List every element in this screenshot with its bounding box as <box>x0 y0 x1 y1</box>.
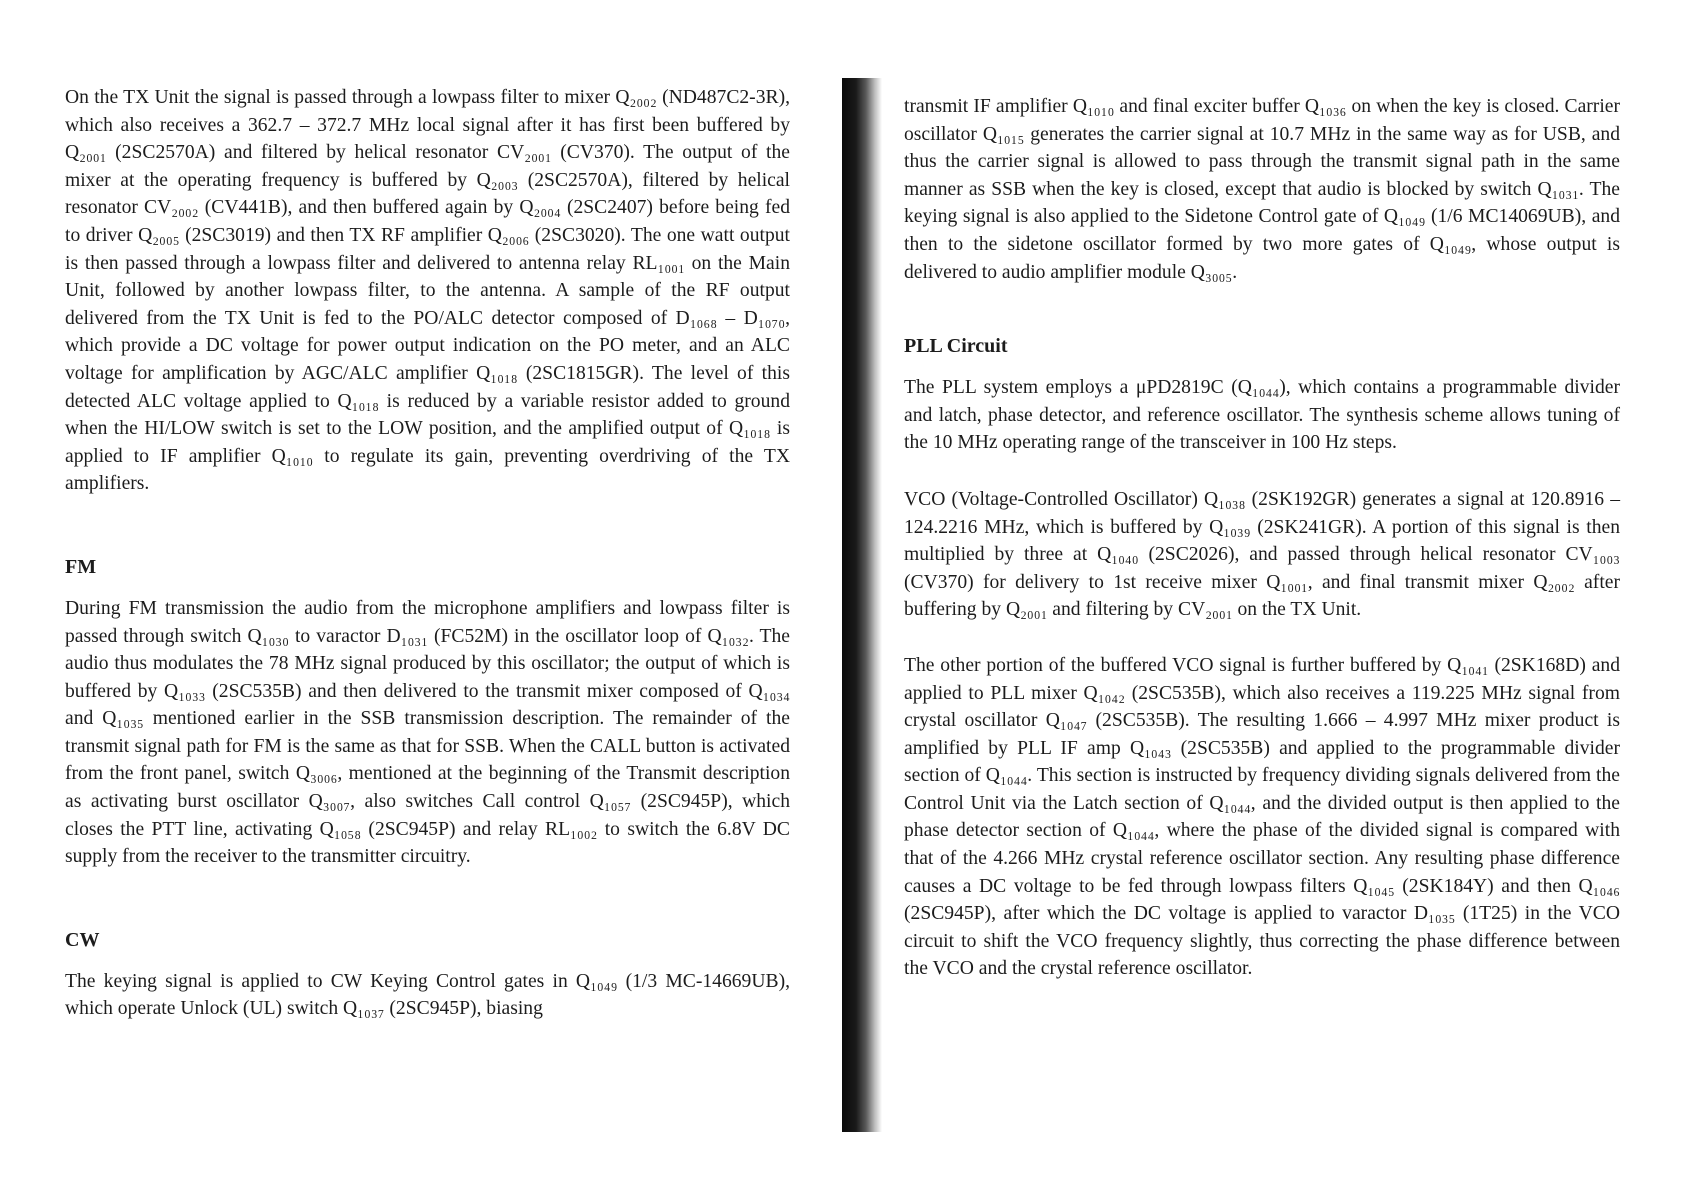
fm-paragraph: During FM transmission the audio from the microphone amplifiers and lowpass filter is passed through switch Q₁₀₃₀ to varactor D₁₀₃₁ (FC52M) in the oscillator loop of Q₁₀₃₂. The audio thus modulates the 78 MHz signal produced by this oscillator; the output of which is buffered by Q₁₀₃₃ (2SC535B) and then delivered to the transmit mixer composed of Q₁₀₃₄ and Q₁₀₃₅ mentioned earlier in the SSB transmission description. The remainder of the transmit signal path for FM is the same as that for SSB. When the CALL button is activated from the front panel, switch Q₃₀₀₆, mentioned at the beginning of the Transmit description as activating burst oscillator Q₃₀₀₇, also switches Call control Q₁₀₅₇ (2SC945P), which closes the PTT line, activating Q₁₀₅₈ (2SC945P) and relay RL₁₀₀₂ to switch the 6.8V DC supply from the receiver to the transmitter circuitry. <box>65 597 790 868</box>
right-text-column <box>904 93 1620 983</box>
book-spine-shadow <box>842 78 882 1132</box>
left-text-column <box>65 84 790 1023</box>
cw-continued-paragraph: transmit IF amplifier Q₁₀₁₀ and final exciter buffer Q₁₀₃₆ on when the key is closed. Carrier oscillator Q₁₀₁₅ generates the carrier signal at 10.7 MHz in the same way as for USB, and thus the carrier signal is allowed to pass through the transmit signal path in the same manner as SSB when the key is closed, except that audio is blocked by switch Q₁₀₃₁. The keying signal is also applied to the Sidetone Control gate of Q₁₀₄₉ (1/6 MC14069UB), and then to the sidetone oscillator formed by two more gates of Q₁₀₄₉, whose output is delivered to audio amplifier module Q₃₀₀₅. <box>904 96 1620 283</box>
pll-system-paragraph: The PLL system employs a μPD2819C (Q₁₀₄₄), which contains a programmable divider and latch, phase detector, and reference oscillator. The synthesis scheme allows tuning of the 10 MHz operating range of the transceiver in 100 Hz steps. <box>904 377 1620 454</box>
tx-unit-paragraph: On the TX Unit the signal is passed through a lowpass filter to mixer Q₂₀₀₂ (ND487C2-3R), which also receives a 362.7 – 372.7 MHz local signal after it has first been buffered by Q₂₀₀₁ (2SC2570A) and filtered by helical resonator CV₂₀₀₁ (CV370). The output of the mixer at the operating frequency is buffered by Q₂₀₀₃ (2SC2570A), filtered by helical resonator CV₂₀₀₂ (CV441B), and then buffered again by Q₂₀₀₄ (2SC2407) before being fed to driver Q₂₀₀₅ (2SC3019) and then TX RF amplifier Q₂₀₀₆ (2SC3020). The one watt output is then passed through a lowpass filter and delivered to antenna relay RL₁₀₀₁ on the Main Unit, followed by another lowpass filter, to the antenna. A sample of the RF output delivered from the TX Unit is fed to the PO/ALC detector composed of D₁₀₆₈ – D₁₀₇₀, which provide a DC voltage for power output indication on the PO meter, and an ALC voltage for amplification by AGC/ALC amplifier Q₁₀₁₈ (2SC1815GR). The level of this detected ALC voltage applied to Q₁₀₁₈ is reduced by a variable resistor added to ground when the HI/LOW switch is set to the LOW position, and the amplified output of Q₁₀₁₈ is applied to IF amplifier Q₁₀₁₀ to regulate its gain, preventing overdriving of the TX amplifiers. <box>65 87 790 495</box>
vco-paragraph: VCO (Voltage-Controlled Oscillator) Q₁₀₃₈ (2SK192GR) generates a signal at 120.8916 – 124.2216 MHz, which is buffered by Q₁₀₃₉ (2SK241GR). A portion of this signal is then multiplied by three at Q₁₀₄₀ (2SC2026), and passed through helical resonator CV₁₀₀₃ (CV370) for delivery to 1st receive mixer Q₁₀₀₁, and final transmit mixer Q₂₀₀₂ after buffering by Q₂₀₀₁ and filtering by CV₂₀₀₁ on the TX Unit. <box>904 488 1620 621</box>
right-page <box>842 0 1684 1192</box>
cw-heading: CW <box>65 928 100 951</box>
fm-heading: FM <box>65 555 97 578</box>
pll-circuit-heading: PLL Circuit <box>904 335 1008 358</box>
cw-paragraph: The keying signal is applied to CW Keying Control gates in Q₁₀₄₉ (1/3 MC-14669UB), which operate Unlock (UL) switch Q₁₀₃₇ (2SC945P), biasing <box>65 970 790 1020</box>
pll-mixer-paragraph: The other portion of the buffered VCO signal is further buffered by Q₁₀₄₁ (2SK168D) and applied to PLL mixer Q₁₀₄₂ (2SC535B), which also receives a 119.225 MHz signal from crystal oscillator Q₁₀₄₇ (2SC535B). The resulting 1.666 – 4.997 MHz mixer product is amplified by PLL IF amp Q₁₀₄₃ (2SC535B) and applied to the programmable divider section of Q₁₀₄₄. This section is instructed by frequency dividing signals delivered from the Control Unit via the Latch section of Q₁₀₄₄, and the divided output is then applied to the phase detector section of Q₁₀₄₄, where the phase of the divided signal is compared with that of the 4.266 MHz crystal reference oscillator section. Any resulting phase difference causes a DC voltage to be fed through lowpass filters Q₁₀₄₅ (2SK184Y) and then Q₁₀₄₆ (2SC945P), after which the DC voltage is applied to varactor D₁₀₃₅ (1T25) in the VCO circuit to shift the VCO frequency slightly, thus correcting the phase difference between the VCO and the crystal reference oscillator. <box>904 654 1620 980</box>
